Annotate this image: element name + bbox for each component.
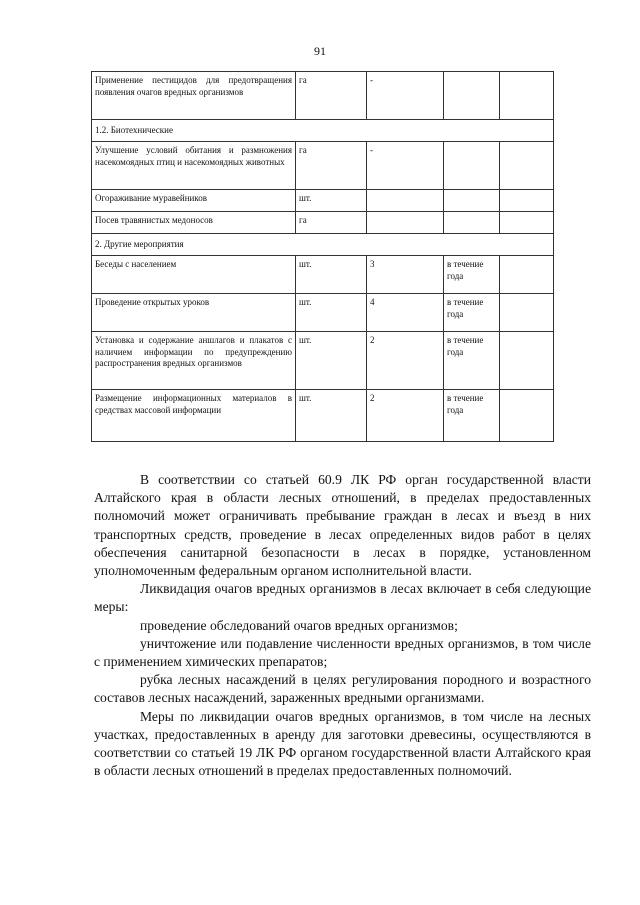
body-text (94, 471, 591, 780)
unit-cell: шт. (296, 190, 367, 212)
volume-cell: 2 (367, 332, 444, 390)
measure-name-cell: Беседы с населением (92, 256, 296, 294)
unit-cell: шт. (296, 332, 367, 390)
volume-cell: 3 (367, 256, 444, 294)
section-title: 2. Другие мероприятия (92, 234, 554, 256)
measure-name-cell: Размещение информационных материалов в средствах массовой информации (92, 390, 296, 442)
term-cell (444, 190, 500, 212)
volume-cell (367, 190, 444, 212)
extra-cell (500, 294, 554, 332)
term-cell (444, 142, 500, 190)
unit-cell: шт. (296, 256, 367, 294)
table-row (92, 390, 554, 442)
paragraph: Меры по ликвидации очагов вредных организмов, в том числе на лесных участках, предоставленных в аренду для заготовки древесины, осуществляются в соответствии со статьей 19 ЛК РФ органом государственной власти Алтайского края в области лесных отношений в пределах предоставленных полномочий. (94, 708, 591, 779)
table-row (92, 72, 554, 120)
section-title: 1.2. Биотехнические (92, 120, 554, 142)
term-cell: в течение года (444, 332, 500, 390)
table-row (92, 294, 554, 332)
measures-table-body (92, 72, 554, 442)
extra-cell (500, 72, 554, 120)
extra-cell (500, 212, 554, 234)
paragraph: уничтожение или подавление численности вредных организмов, в том числе с применением химических препаратов; (94, 635, 591, 670)
table-row (92, 142, 554, 190)
extra-cell (500, 190, 554, 212)
term-cell (444, 72, 500, 120)
measure-name-cell: Огораживание муравейников (92, 190, 296, 212)
unit-cell: га (296, 72, 367, 120)
term-cell: в течение года (444, 390, 500, 442)
extra-cell (500, 256, 554, 294)
measure-name-cell: Установка и содержание аншлагов и плакатов с наличием информации по предупреждению распространения вредных организмов (92, 332, 296, 390)
unit-cell: га (296, 212, 367, 234)
unit-cell: шт. (296, 390, 367, 442)
paragraph: рубка лесных насаждений в целях регулирования породного и возрастного составов лесных насаждений, зараженных вредными организмами. (94, 672, 591, 706)
table-row (92, 332, 554, 390)
measure-name-cell: Посев травянистых медоносов (92, 212, 296, 234)
volume-cell: - (367, 72, 444, 120)
volume-cell: 4 (367, 294, 444, 332)
extra-cell (500, 332, 554, 390)
unit-cell: шт. (296, 294, 367, 332)
measure-name-cell: Применение пестицидов для предотвращения появления очагов вредных организмов (92, 72, 296, 120)
table-row (92, 256, 554, 294)
measure-name-cell: Проведение открытых уроков (92, 294, 296, 332)
paragraph: В соответствии со статьей 60.9 ЛК РФ орган государственной власти Алтайского края в области лесных отношений, в пределах предоставленных полномочий может ограничивать пребывание граждан в лесах и въезд в них транспортных средств, проведение в лесах определенных видов работ в целях обеспечения санитарной безопасности в лесах в порядке, установленном уполномоченным федеральным органом исполнительной власти. (94, 472, 591, 579)
volume-cell: 2 (367, 390, 444, 442)
table-section-row (92, 234, 554, 256)
unit-cell: га (296, 142, 367, 190)
extra-cell (500, 142, 554, 190)
table-row (92, 190, 554, 212)
extra-cell (500, 390, 554, 442)
table-row (92, 212, 554, 234)
term-cell: в течение года (444, 256, 500, 294)
table-section-row (92, 120, 554, 142)
measures-table (91, 71, 554, 442)
term-cell: в течение года (444, 294, 500, 332)
paragraph: Ликвидация очагов вредных организмов в лесах включает в себя следующие меры: (94, 581, 591, 615)
measure-name-cell: Улучшение условий обитания и размножения насекомоядных птиц и насекомоядных животных (92, 142, 296, 190)
page-number: 91 (314, 44, 326, 58)
term-cell (444, 212, 500, 234)
paragraph: проведение обследований очагов вредных организмов; (140, 617, 458, 633)
volume-cell: - (367, 142, 444, 190)
volume-cell (367, 212, 444, 234)
